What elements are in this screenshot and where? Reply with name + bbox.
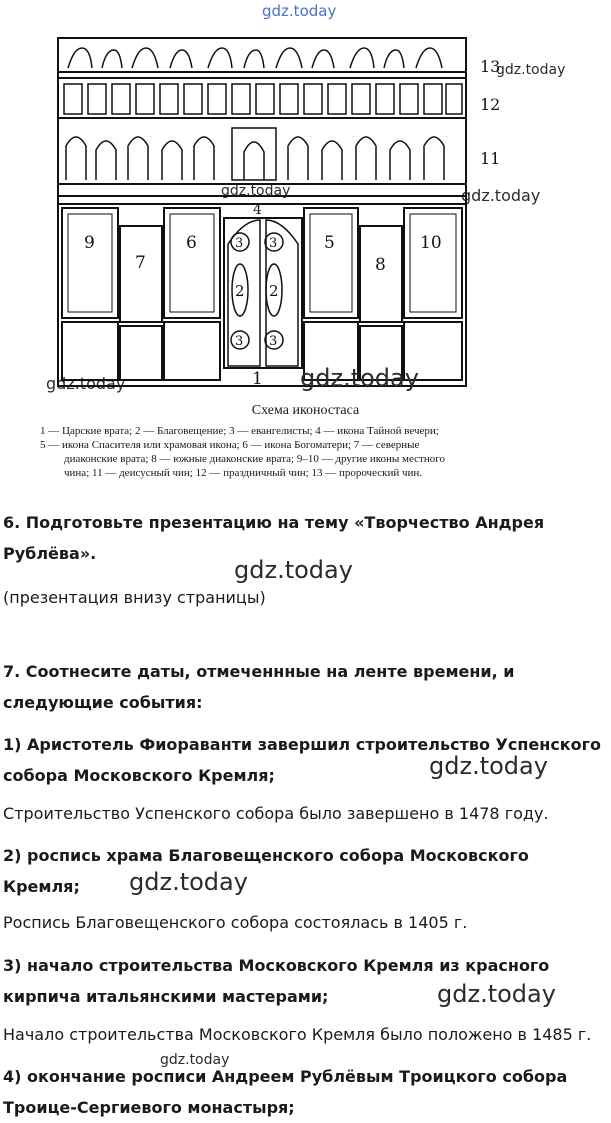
question-line: Троице-Сергиевого монастыря;: [3, 1098, 295, 1117]
task7-answer-2: Роспись Благовещенского собора состоялась в 1405 г.: [3, 913, 468, 932]
question-line: 2) роспись храма Благовещенского собора Московского: [3, 846, 529, 865]
legend-line: диаконские врата; 8 — южные диаконские врата; 9–10 — другие иконы местного: [64, 453, 445, 465]
watermark: gdz.today: [262, 2, 337, 20]
watermark: gdz.today: [234, 556, 353, 584]
watermark: gdz.today: [437, 980, 556, 1008]
task7-question: [3, 656, 608, 718]
annunciation-label: 2: [235, 282, 245, 300]
question-line: 3) начало строительства Московского Кремля из красного: [3, 956, 550, 975]
evangelist-label: 3: [235, 236, 244, 251]
legend-line: 5 — икона Спасителя или храмовая икона; 6 — икона Богоматери; 7 — северные: [40, 439, 420, 451]
icon-label-10: 10: [420, 233, 442, 253]
legend-line: чина; 11 — деисусный чин; 12 — праздничный чин; 13 — пророческий чин.: [64, 467, 423, 479]
tier-label-12: 12: [480, 95, 501, 114]
question-line: 6. Подготовьте презентацию на тему «Творчество Андрея: [3, 513, 545, 532]
icon-label-6: 6: [186, 233, 197, 253]
task6-answer: (презентация внизу страницы): [3, 588, 266, 607]
iconostasis-diagram: [40, 20, 560, 400]
watermark: gdz.today: [160, 1052, 230, 1068]
question-line: Кремля;: [3, 877, 80, 896]
task7-answer-1: Строительство Успенского собора было завершено в 1478 году.: [3, 804, 549, 823]
watermark: gdz.today: [300, 364, 419, 392]
deesis-tier: [66, 128, 444, 180]
watermark: gdz.today: [429, 752, 548, 780]
door-label-7: 7: [135, 253, 146, 273]
task7-answer-3: Начало строительства Московского Кремля было положено в 1485 г.: [3, 1025, 592, 1044]
tier-label-11: 11: [480, 149, 501, 168]
question-line: 1) Аристотель Фиораванти завершил строительство Успенского: [3, 735, 601, 754]
prophets-tier: [68, 48, 442, 68]
watermark: gdz.today: [46, 374, 126, 393]
task7-item-4: [3, 1061, 608, 1123]
feast-tier: [64, 84, 462, 114]
question-line: 4) окончание росписи Андреем Рублёвым Троицкого собора: [3, 1067, 568, 1086]
question-line: собора Московского Кремля;: [3, 766, 275, 785]
evangelist-label: 3: [269, 334, 278, 349]
question-line: кирпича итальянскими мастерами;: [3, 987, 329, 1006]
legend-line: 1 — Царские врата; 2 — Благовещение; 3 — евангелисты; 4 — икона Тайной вечери;: [40, 425, 439, 437]
diagram-legend: [40, 424, 540, 480]
icon-label-5: 5: [324, 233, 335, 253]
task7-item-2: [3, 840, 608, 902]
icon-label-4: 4: [253, 202, 262, 218]
diagram-caption: Схема иконостаса: [251, 403, 360, 418]
watermark: gdz.today: [221, 183, 291, 199]
watermark: gdz.today: [496, 62, 566, 78]
annunciation-label: 2: [269, 282, 279, 300]
royal-doors-label: 1: [252, 369, 263, 389]
watermark: gdz.today: [461, 186, 541, 205]
question-line: Рублёва».: [3, 544, 97, 563]
tier-label-13: 13: [480, 57, 501, 76]
question-line: 7. Соотнесите даты, отмеченнные на ленте времени, и: [3, 662, 515, 681]
evangelist-label: 3: [235, 334, 244, 349]
evangelist-label: 3: [269, 236, 278, 251]
question-line: следующие события:: [3, 693, 203, 712]
watermark: gdz.today: [129, 868, 248, 896]
icon-label-9: 9: [84, 233, 95, 253]
door-label-8: 8: [375, 255, 386, 275]
